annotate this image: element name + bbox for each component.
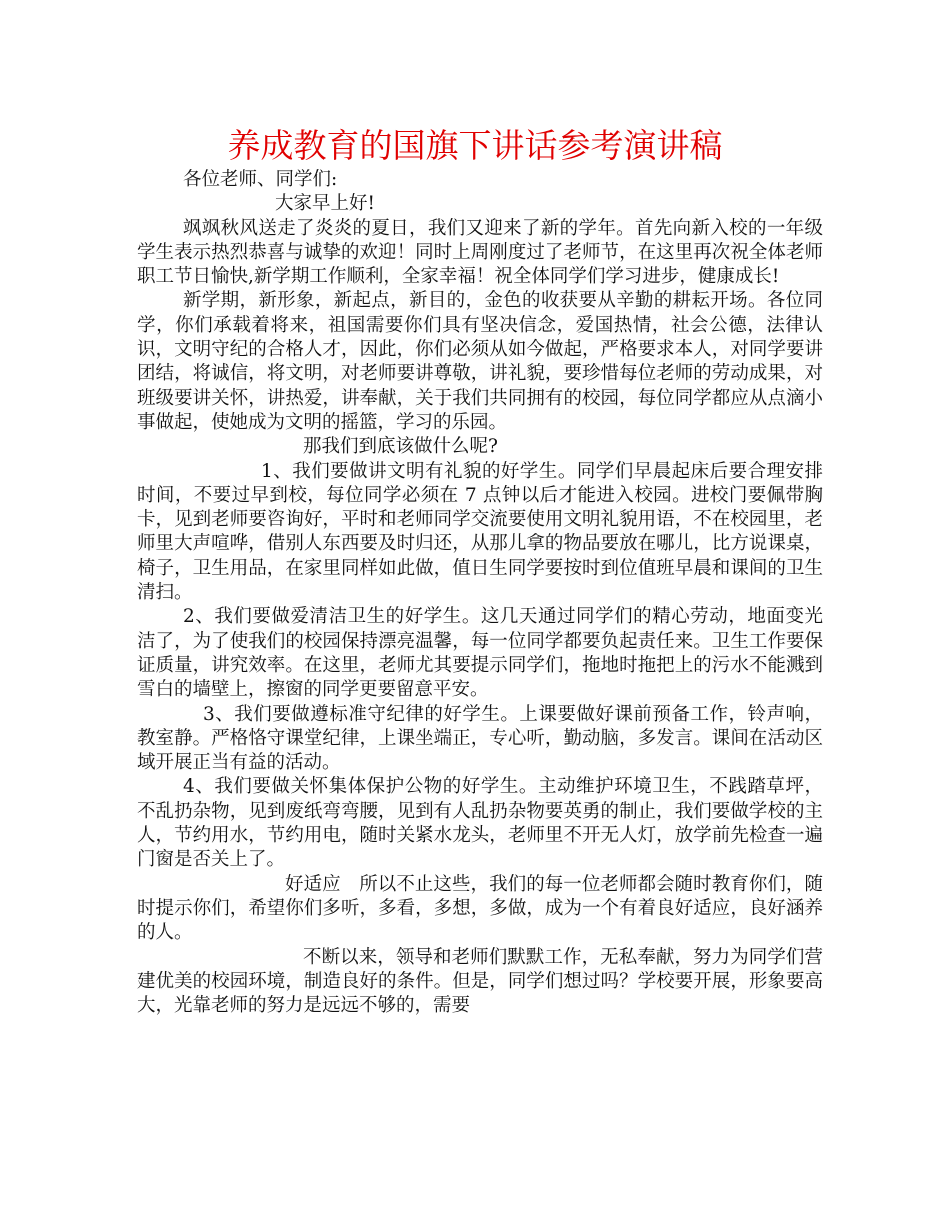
paragraph-item-3: 3、我们要做遵标准守纪律的好学生。上课要做好课前预备工作，铃声响，教室静。严格恪守课堂纪律，上课坐端正，专心听，勤动脑，多发言。课间在活动区域开展正当有益的活动。 — [137, 703, 823, 774]
paragraph-closing: 不断以来，领导和老师们默默工作，无私奉献，努力为同学们营建优美的校园环境，制造良好的条件。但是，同学们想过吗？学校要开展，形象要高大，光靠老师的努力是远远不够的，需要 — [137, 946, 823, 1017]
paragraph-intro: 飒飒秋风送走了炎炎的夏日，我们又迎来了新的学年。首先向新入校的一年级学生表示热烈恭喜与诚挚的欢迎！同时上周刚度过了老师节，在这里再次祝全体老师职工节日愉快,新学期工作顺利，全家幸福！祝全体同学们学习进步，健康成长! — [137, 217, 823, 288]
paragraph-question: 那我们到底该做什么呢? — [303, 436, 498, 458]
document-body — [137, 168, 823, 1018]
paragraph-item-1: 1、我们要做讲文明有礼貌的好学生。同学们早晨起床后要合理安排时间，不要过早到校，每位同学必须在 7 点钟以后才能进入校园。进校门要佩带胸卡，见到老师要咨询好，平时和老师同学交流要使用文明礼貌用语，不在校园里，老师里大声喧哗，借别人东西要及时归还，从那儿拿的物品要放在哪儿，比方说课桌，椅子，卫生用品，在家里同样如此做，值日生同学要按时到位值班早晨和课间的卫生清扫。 — [137, 460, 823, 604]
salutation: 各位老师、同学们: — [183, 169, 338, 190]
document-title: 养成教育的国旗下讲话参考演讲稿 — [227, 126, 723, 165]
paragraph-item-4: 4、我们要做关怀集体保护公物的好学生。主动维护环境卫生，不践踏草坪，不乱扔杂物，见到废纸弯弯腰，见到有人乱扔杂物要英勇的制止，我们要做学校的主人，节约用水，节约用电，随时关紧水龙头，老师里不开无人灯，放学前先检查一遍门窗是否关上了。 — [137, 776, 823, 871]
greeting: 大家早上好! — [275, 193, 375, 215]
paragraph-good-habits: 好适应 所以不止这些，我们的每一位老师都会随时教育你们，随时提示你们，希望你们多听，多看，多想，多做，成为一个有着良好适应，良好涵养的人。 — [137, 873, 823, 944]
paragraph-new-semester: 新学期，新形象，新起点，新目的，金色的收获要从辛勤的耕耘开场。各位同学，你们承载着将来，祖国需要你们具有坚决信念，爱国热情，社会公德，法律认识，文明守纪的合格人才，因此，你们必须从如今做起，严格要求本人，对同学要讲团结，将诚信，将文明，对老师要讲尊敬，讲礼貌，要珍惜每位老师的劳动成果，对班级要讲关怀，讲热爱，讲奉献，关于我们共同拥有的校园，每位同学都应从点滴小事做起，使她成为文明的摇篮，学习的乐园。 — [137, 290, 823, 433]
paragraph-item-2: 2、我们要做爱清洁卫生的好学生。这几天通过同学们的精心劳动，地面变光洁了，为了使我们的校园保持漂亮温馨，每一位同学都要负起责任来。卫生工作要保证质量，讲究效率。在这里，老师尤其要提示同学们，拖地时拖把上的污水不能溅到雪白的墙壁上，擦窗的同学更要留意平安。 — [137, 606, 823, 701]
